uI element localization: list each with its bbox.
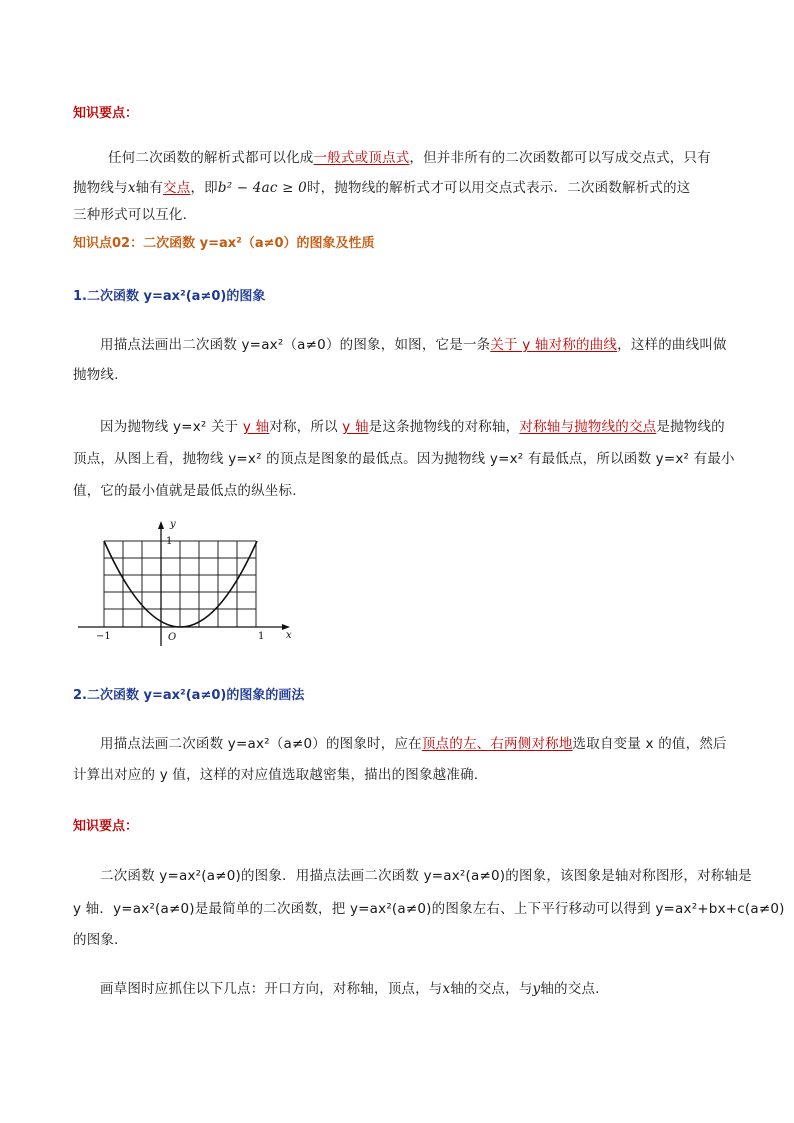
variable-y: y [532,981,541,997]
paragraph-forms-line2 [73,176,691,196]
underlined-term: 关于 y 轴对称的曲线 [490,337,618,353]
discriminant-formula: b² − 4ac ≥ 0 [217,180,307,196]
paragraph-forms-line1 [108,146,711,166]
x-tick-label-neg: −1 [96,631,111,642]
paragraph-method-line2: 计算出对应的 y 值，这样的对应值选取越密集，描出的图象越准确. [73,767,479,783]
text: ，即 [190,180,218,196]
variable-x: x [127,180,136,196]
text: 轴的交点. [540,981,600,997]
underlined-term: 交点 [163,180,191,196]
paragraph-method-line1 [100,732,727,752]
text: 时，抛物线的解析式才可以用交点式表示．二次函数解析式的这 [306,180,691,196]
text: 任何二次函数的解析式都可以化成 [108,150,314,166]
text: 用描点法画二次函数 y=ax²（a≠0）的图象时，应在 [100,736,422,752]
text: ，这样的曲线叫做 [617,337,727,353]
text: 用描点法画出二次函数 y=ax²（a≠0）的图象，如图，它是一条 [100,337,491,353]
paragraph-summary-line1: 二次函数 y=ax²(a≠0)的图象．用描点法画二次函数 y=ax²(a≠0)的图象，该图象是轴对称图形，对称轴是 [100,868,752,884]
text: 是这条抛物线的对称轴， [368,419,520,435]
subsection-heading-graph: 1.二次函数 y=ax²(a≠0)的图象 [73,289,266,304]
paragraph-sketch-tips [100,977,600,997]
parabola-graph [70,516,298,646]
y-axis-arrow [158,521,164,529]
knowledge-point-02-heading: 知识点02：二次函数 y=ax²（a≠0）的图象及性质 [73,236,375,251]
text: 抛物线与 [73,180,128,196]
underlined-term: y 轴 [242,419,270,435]
section-heading-knowledge-points-2: 知识要点： [73,819,139,834]
paragraph-symmetry-line1 [100,415,725,435]
text: 轴有 [135,180,164,196]
variable-x: x [442,981,451,997]
origin-label: O [168,632,177,643]
underlined-term: 对称轴与抛物线的交点 [519,419,657,435]
x-tick-label-pos: 1 [258,631,265,642]
underlined-term: y 轴 [342,419,369,435]
text: ，但并非所有的二次函数都可以写成交点式，只有 [409,150,711,166]
paragraph-symmetry-line2: 顶点，从图上看，抛物线 y=x² 的顶点是图象的最低点。因为抛物线 y=x² 有最低点，所以函数 y=x² 有最小 [73,451,735,467]
paragraph-symmetry-line3: 值，它的最小值就是最低点的纵坐标. [73,483,297,499]
paragraph-forms-line3: 三种形式可以互化. [73,207,188,223]
paragraph-summary-line2: y 轴．y=ax²(a≠0)是最简单的二次函数，把 y=ax²(a≠0)的图象左右、上下平行移动可以得到 y=ax²+bx+c(a≠0) [73,901,785,917]
text: 是抛物线的 [656,419,725,435]
subsection-heading-drawing-method: 2.二次函数 y=ax²(a≠0)的图象的画法 [73,688,305,703]
y-tick-label: 1 [166,536,173,547]
section-heading-knowledge-points: 知识要点： [73,106,139,121]
text: 对称，所以 [269,419,343,435]
text: 选取自变量 x 的值，然后 [572,736,727,752]
text: 轴的交点，与 [450,981,533,997]
text: 画草图时应抓住以下几点：开口方向，对称轴，顶点，与 [100,981,443,997]
underlined-term: 顶点的左、右两侧对称地 [421,736,573,752]
text: 因为抛物线 y=x² 关于 [100,419,243,435]
paragraph-graph-line2: 抛物线. [73,367,119,383]
paragraph-summary-line3: 的图象． [73,932,128,948]
x-axis-label: x [286,630,292,641]
y-axis-label: y [170,519,176,530]
paragraph-graph-line1 [100,333,727,353]
underlined-term: 一般式或顶点式 [313,150,410,166]
